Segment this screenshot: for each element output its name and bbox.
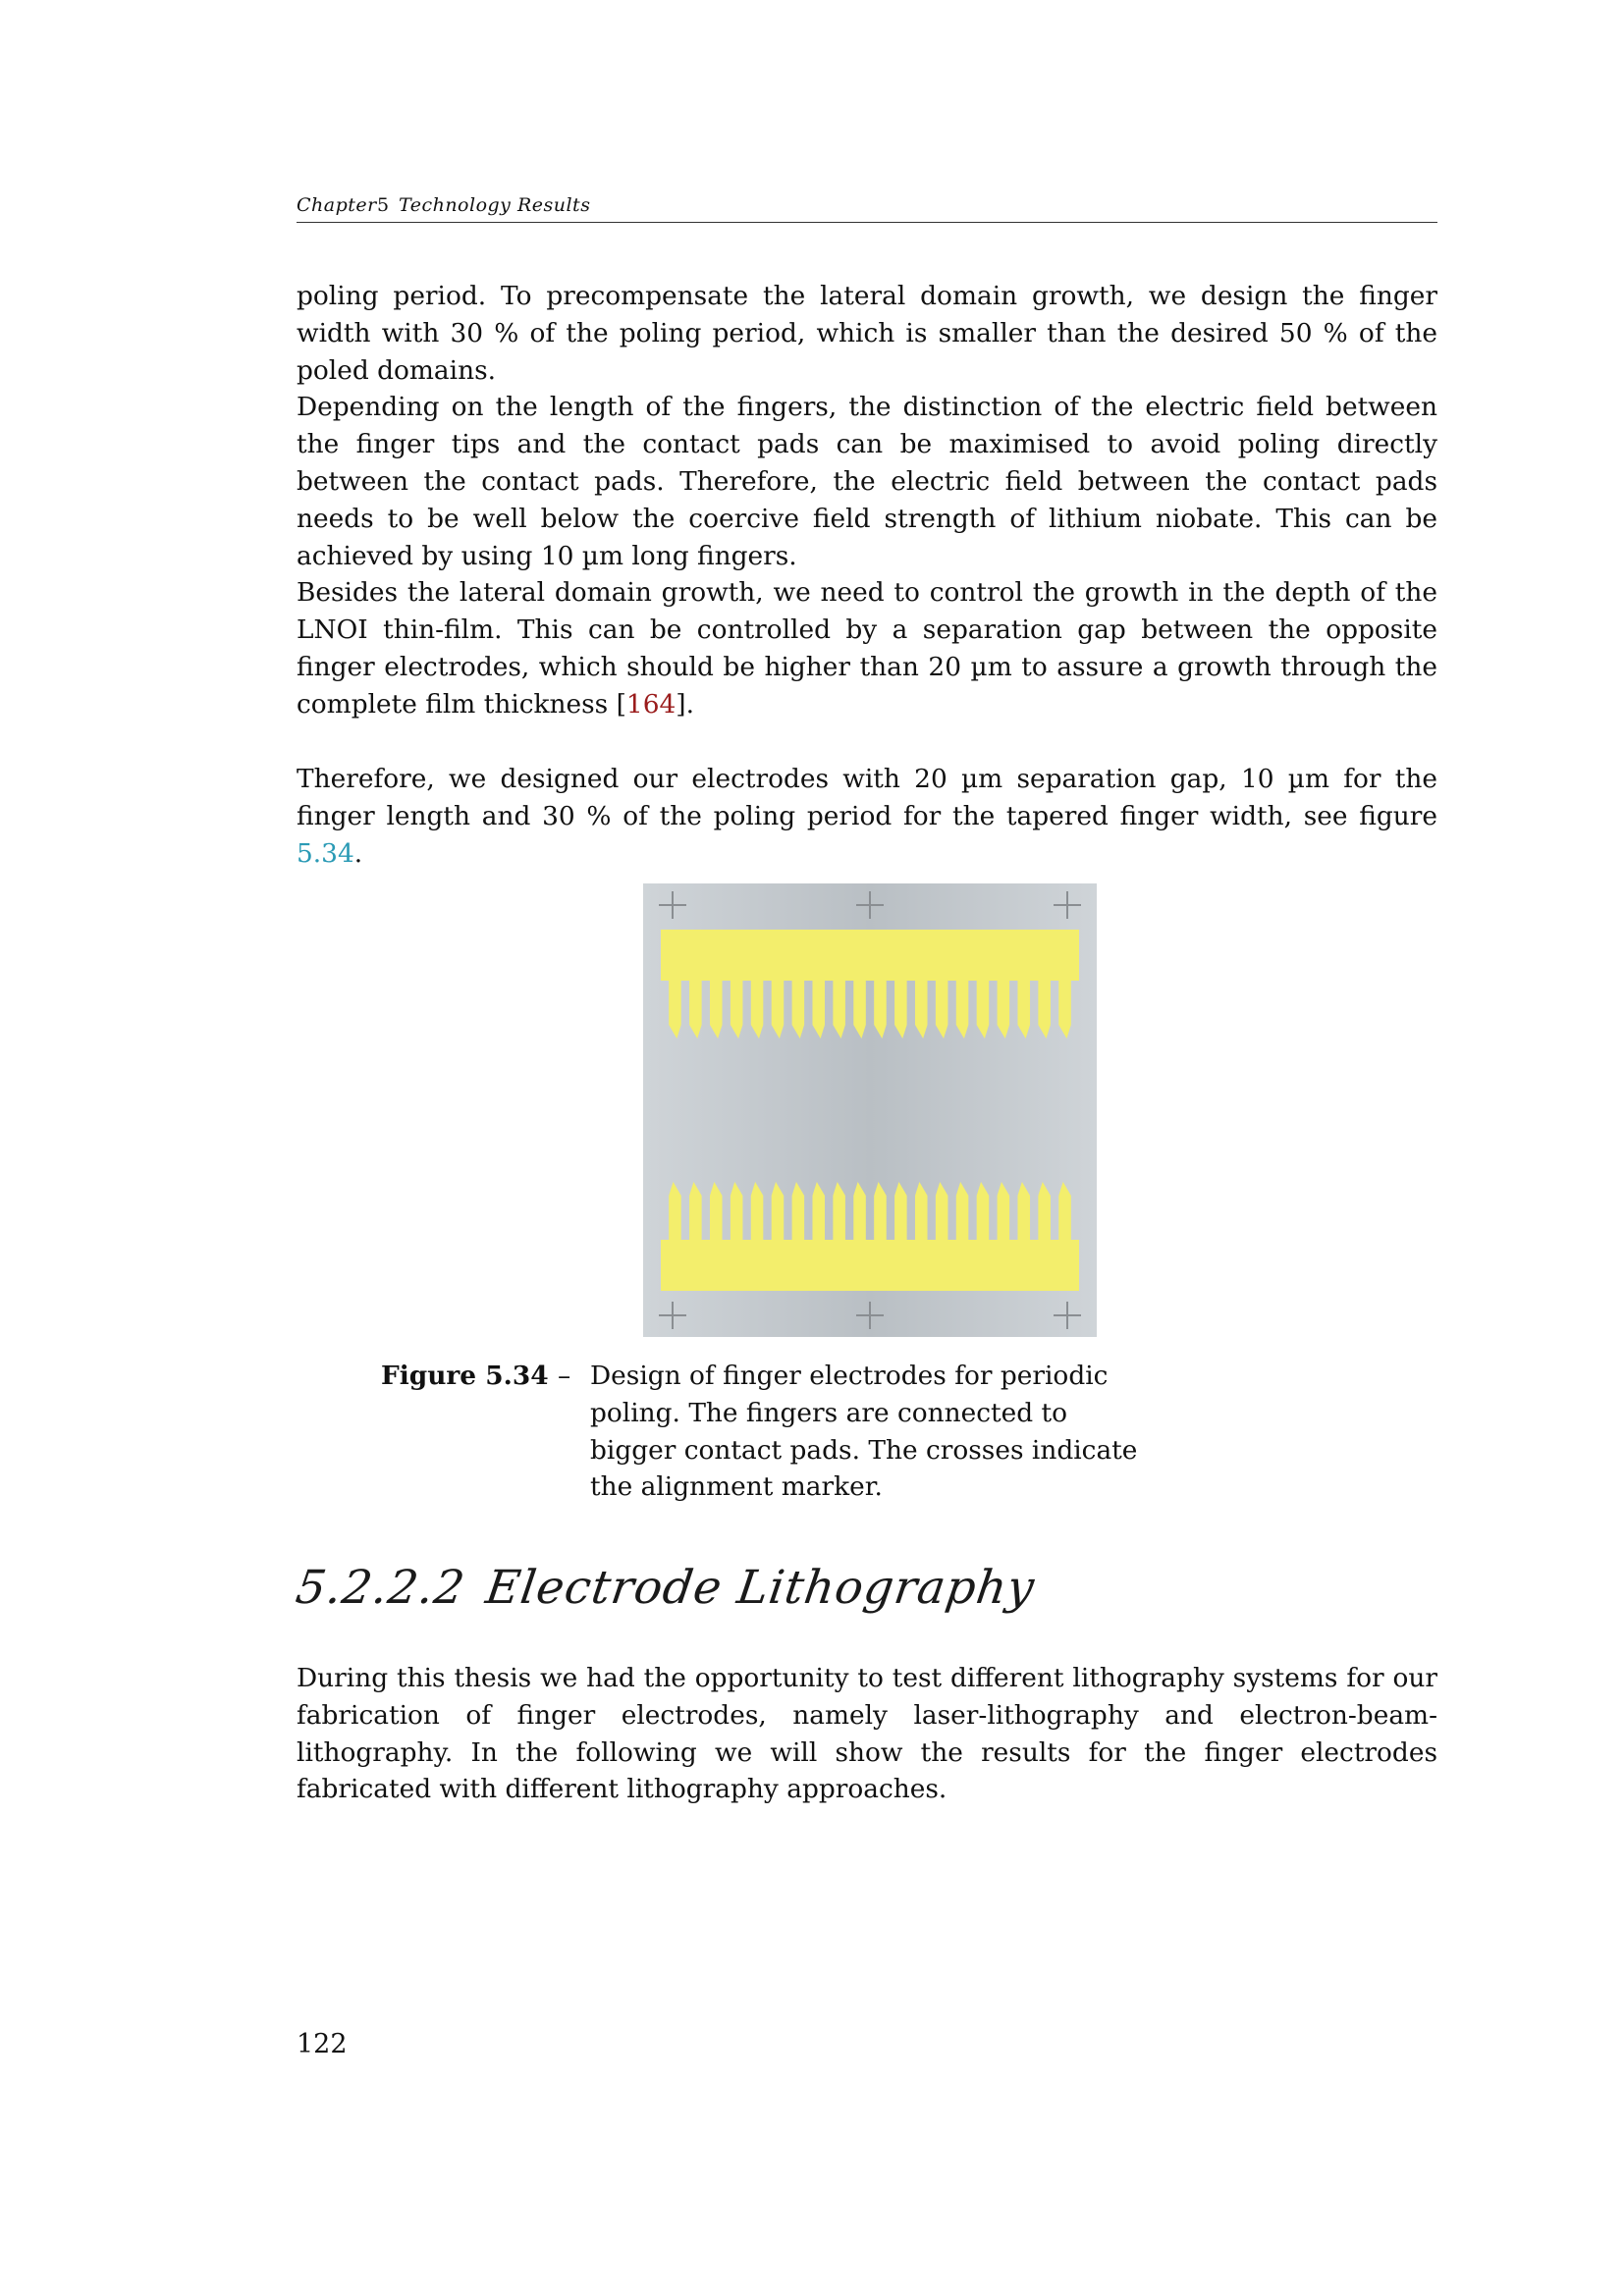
paragraph-4-text: Therefore, we designed our electrodes with 20 µm separation gap, 10 µm for the finger length and 30 % of the poling period for the tapered finger width, see figure — [297, 764, 1437, 831]
text-block-middle — [297, 761, 1437, 872]
figure-reference-link[interactable]: 5.34 — [297, 837, 354, 869]
text-block-bottom — [297, 1660, 1437, 1808]
citation-link[interactable]: 164 — [625, 688, 677, 720]
paragraph-3-text: Besides the lateral domain growth, we need to control the growth in the depth of the LNOI thin-film. This can be controlled by a separation gap between the opposite finger electrodes, which should be higher than 20 µm to assure a growth through the complete film thickness [ — [297, 577, 1437, 720]
section-title: Electrode Lithography — [482, 1561, 1039, 1615]
paragraph-3-end: ]. — [676, 688, 694, 720]
header-chapter-number: 5 — [377, 194, 390, 216]
paragraph-4-end: . — [353, 837, 363, 869]
electrode-diagram — [643, 883, 1097, 1337]
figure-electrode-design — [643, 883, 1097, 1337]
paragraph-5: During this thesis we had the opportunity to test different lithography systems for our fabrication of finger electrodes, namely laser-lithography and electron-beam-lithography. In the following we will show the results for the finger electrodes fabricated with different lithography approaches. — [297, 1663, 1437, 1805]
header-chapter-title: Technology Results — [399, 194, 591, 216]
paragraph-2: Depending on the length of the fingers, the distinction of the electric field between the finger tips and the contact pads can be maximised to avoid poling directly between the contact pads. Therefore, the electric field between the contact pads needs to be well below the coercive field strength of lithium niobate. This can be achieved by using 10 µm long fingers. — [297, 392, 1437, 571]
caption-dash: – — [558, 1361, 571, 1391]
text-block-top — [297, 278, 1437, 723]
section-number: 5.2.2.2 — [293, 1561, 469, 1615]
paragraph-4 — [297, 761, 1437, 872]
page-number: 122 — [297, 2029, 348, 2059]
section-heading — [293, 1561, 1038, 1615]
paragraph-1: poling period. To precompensate the lateral domain growth, we design the finger width with 30 % of the poling period, which is smaller than the desired 50 % of the poled domains. — [297, 281, 1437, 386]
header-chapter-word: Chapter — [297, 194, 377, 216]
paragraph-3 — [297, 574, 1437, 722]
running-header — [297, 188, 1437, 223]
caption-label: Figure 5.34 — [381, 1361, 549, 1391]
caption-text: Design of finger electrodes for periodic poling. The fingers are connected to bigger contact pads. The crosses indicate the alignment marker. — [590, 1361, 1138, 1503]
bottom-contact-pad — [661, 1240, 1079, 1291]
top-contact-pad — [661, 930, 1079, 981]
